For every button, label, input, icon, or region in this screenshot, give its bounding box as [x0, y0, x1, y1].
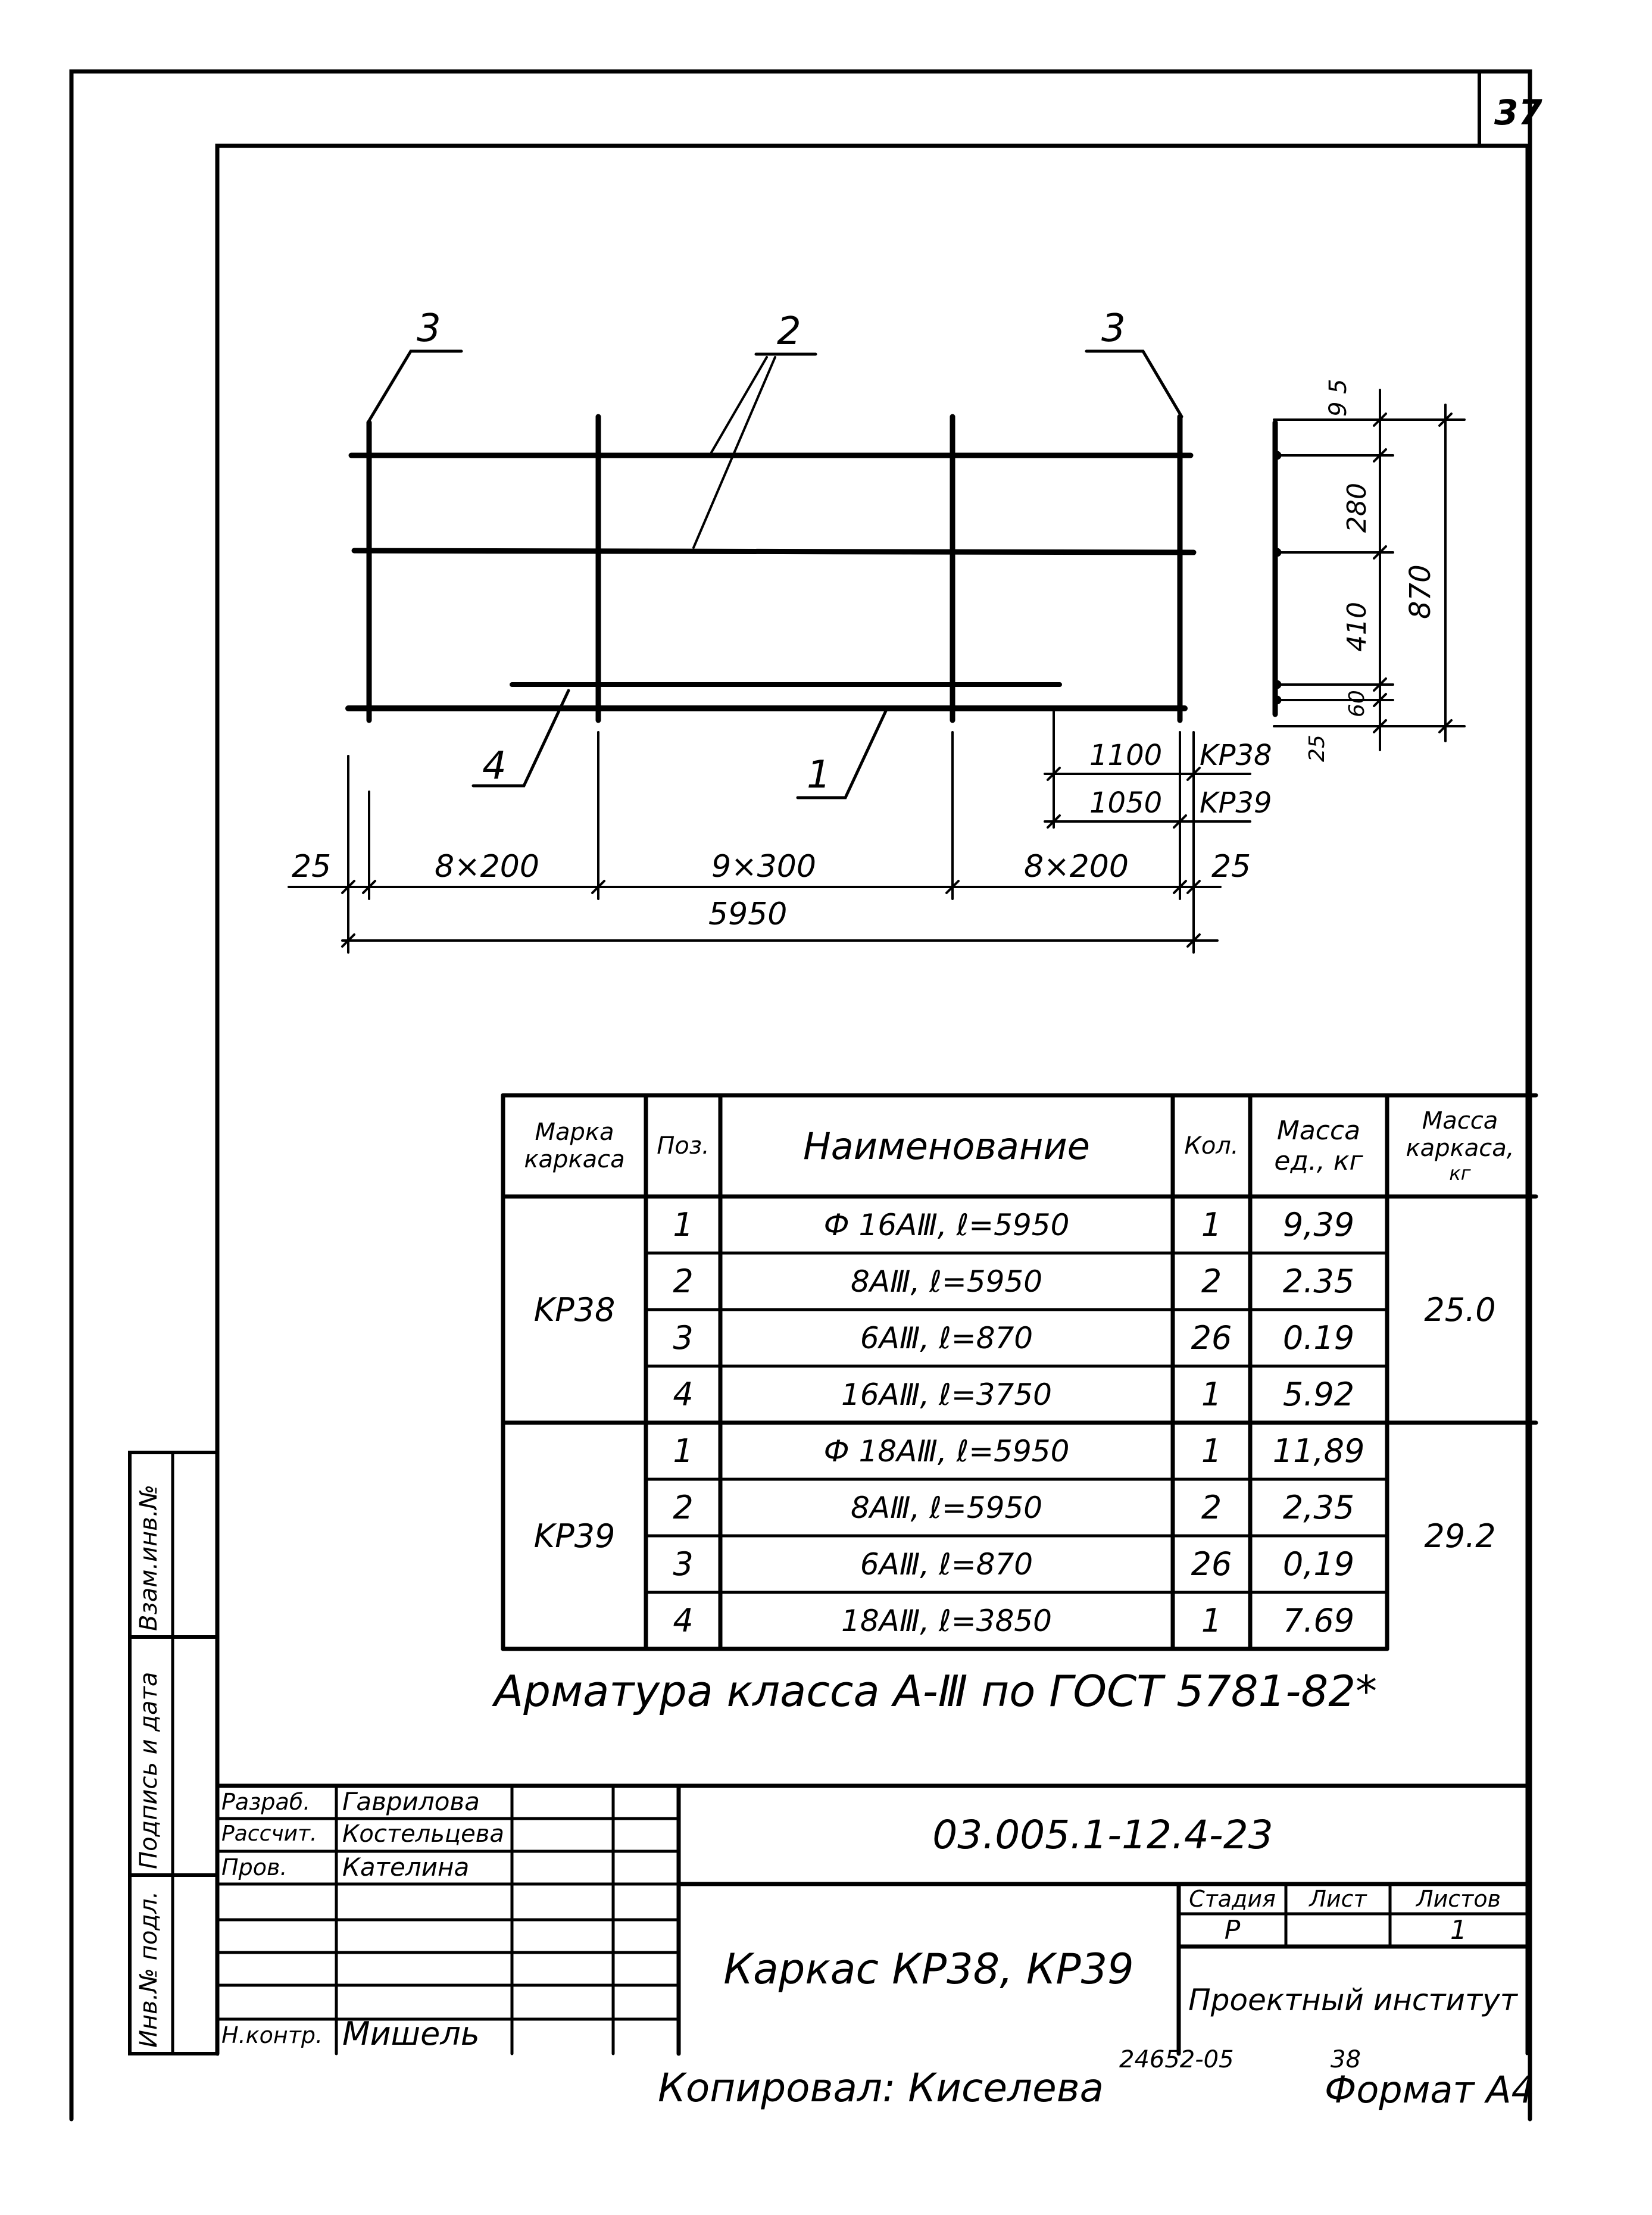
tb-sheet — [1286, 1914, 1390, 1947]
dim-sec-25: 25 — [1305, 735, 1329, 762]
table-row-qty: 1 — [1201, 1206, 1222, 1244]
th-frame-mass — [1387, 1095, 1533, 1196]
table-row-mass: 7.69 — [1282, 1602, 1355, 1639]
th-name: Наименование — [803, 1124, 1090, 1168]
tb-name-prov: Кателина — [342, 1852, 470, 1882]
tb-title: Каркас КР38, КР39 — [723, 1944, 1134, 1994]
th-mark — [503, 1095, 646, 1196]
tb-name-razrab: Гаврилова — [342, 1787, 480, 1816]
table-row-name: 8АⅢ, ℓ=5950 — [850, 1264, 1043, 1299]
footer-code: 24652-05 — [1119, 2046, 1234, 2073]
table-row-pos: 3 — [673, 1319, 694, 1357]
tb-organization: Проектный институт — [1188, 1983, 1517, 2017]
dim-kp39-label: KP39 — [1200, 786, 1272, 820]
tb-stage-header: Стадия — [1189, 1886, 1276, 1912]
table-row-name: Ф 18АⅢ, ℓ=5950 — [823, 1433, 1070, 1469]
table-row-qty: 1 — [1201, 1602, 1222, 1639]
table-row-pos: 4 — [673, 1602, 694, 1639]
dim-sec-870: 870 — [1404, 564, 1437, 619]
table-row-qty: 2 — [1201, 1489, 1222, 1526]
side-vzam-inv: Взам.инв.№ — [135, 1484, 163, 1631]
table-row-name: 16АⅢ, ℓ=3750 — [841, 1377, 1052, 1412]
table-row-name: 6АⅢ, ℓ=870 — [860, 1320, 1033, 1355]
tb-name-nkontr: Мишель — [342, 2015, 480, 2052]
table-row-pos: 4 — [673, 1376, 694, 1413]
dim-1100: 1100 — [1089, 739, 1163, 772]
dim-sec-280: 280 — [1342, 483, 1372, 533]
table-row-mass: 5.92 — [1282, 1376, 1355, 1413]
tb-role-prov: Пров. — [221, 1854, 288, 1880]
footer-sub: 38 — [1331, 2046, 1361, 2073]
table-row-mass: 11,89 — [1272, 1432, 1365, 1470]
dim-8x200-left: 8×200 — [435, 849, 539, 885]
bar-pos2-mid — [354, 551, 1194, 552]
dim-sec-60: 60 — [1345, 690, 1369, 717]
callout-4: 4 — [482, 744, 507, 788]
sheet-number: 37 — [1494, 92, 1542, 133]
dim-sec-95: 9 5 — [1325, 379, 1352, 417]
th-unit-mass-line2: ед., кг — [1274, 1146, 1363, 1176]
th-frame-mass-line1: Масса — [1422, 1107, 1498, 1135]
table-row-pos: 2 — [673, 1263, 694, 1300]
table-row-name: 6АⅢ, ℓ=870 — [860, 1547, 1033, 1582]
th-unit-mass-line1: Масса — [1276, 1116, 1361, 1146]
th-pos: Поз. — [657, 1132, 710, 1160]
dim-25-right: 25 — [1211, 849, 1251, 885]
callout-2: 2 — [777, 310, 801, 354]
table-row-pos: 1 — [673, 1432, 694, 1470]
th-unit-mass — [1250, 1095, 1387, 1196]
group-mark-kp38: KP38 — [533, 1291, 616, 1329]
tb-sheets-header: Листов — [1416, 1886, 1501, 1912]
side-sign-date: Подпись и дата — [135, 1672, 163, 1869]
group-mass-kp39: 29.2 — [1424, 1517, 1496, 1555]
tb-role-nkontr: Н.контр. — [221, 2022, 323, 2048]
footer-format: Формат А4 — [1325, 2068, 1535, 2111]
callout-3-left: 3 — [417, 307, 441, 351]
side-inv-podl: Инв.№ подл. — [135, 1891, 163, 2048]
group-mass-kp38: 25.0 — [1424, 1291, 1496, 1329]
dim-9x300: 9×300 — [711, 849, 816, 885]
th-frame-mass-line2: каркаса, — [1406, 1135, 1514, 1162]
table-row-mass: 2,35 — [1282, 1489, 1355, 1526]
table-row-mass: 9,39 — [1282, 1206, 1355, 1244]
dim-8x200-right: 8×200 — [1024, 849, 1129, 885]
callout-3-right: 3 — [1101, 307, 1126, 351]
table-row-qty: 2 — [1201, 1263, 1222, 1300]
table-row-name: Ф 16АⅢ, ℓ=5950 — [823, 1207, 1070, 1242]
footer-copied-by: Копировал: Киселева — [658, 2065, 1104, 2111]
tb-sheets: 1 — [1450, 1915, 1467, 1945]
table-row-name: 8АⅢ, ℓ=5950 — [850, 1490, 1043, 1525]
th-qty: Кол. — [1184, 1132, 1239, 1160]
reinforcement-note: Арматура класса А-Ⅲ по ГОСТ 5781-82* — [494, 1666, 1377, 1716]
tb-stage: Р — [1224, 1915, 1241, 1945]
table-row-mass: 2.35 — [1282, 1263, 1355, 1300]
callout-1: 1 — [807, 753, 831, 797]
group-mark-kp39: KP39 — [533, 1517, 616, 1555]
table-row-mass: 0,19 — [1282, 1545, 1355, 1583]
dim-sec-410: 410 — [1342, 602, 1372, 652]
dim-total-5950: 5950 — [708, 896, 788, 932]
table-row-pos: 2 — [673, 1489, 694, 1526]
table-row-qty: 1 — [1201, 1432, 1222, 1470]
tb-name-rasschit: Костельцева — [342, 1820, 504, 1848]
table-row-pos: 3 — [673, 1545, 694, 1583]
table-row-name: 18АⅢ, ℓ=3850 — [841, 1603, 1052, 1638]
tb-role-razrab: Разраб. — [221, 1789, 311, 1815]
tb-role-rasschit: Рассчит. — [221, 1822, 317, 1846]
table-row-qty: 26 — [1191, 1319, 1232, 1357]
th-mark-line1: Марка — [535, 1119, 614, 1146]
table-row-qty: 1 — [1201, 1376, 1222, 1413]
table-row-mass: 0.19 — [1282, 1319, 1355, 1357]
tb-sheet-header: Лист — [1309, 1886, 1367, 1912]
dim-kp38-label: KP38 — [1200, 739, 1272, 772]
th-frame-mass-line3: кг — [1449, 1162, 1471, 1185]
table-row-pos: 1 — [673, 1206, 694, 1244]
dim-25-left: 25 — [292, 849, 332, 885]
table-row-qty: 26 — [1191, 1545, 1232, 1583]
th-mark-line2: каркаса — [524, 1146, 625, 1173]
dim-1050: 1050 — [1089, 786, 1163, 820]
tb-doc-code: 03.005.1-12.4-23 — [932, 1812, 1273, 1858]
